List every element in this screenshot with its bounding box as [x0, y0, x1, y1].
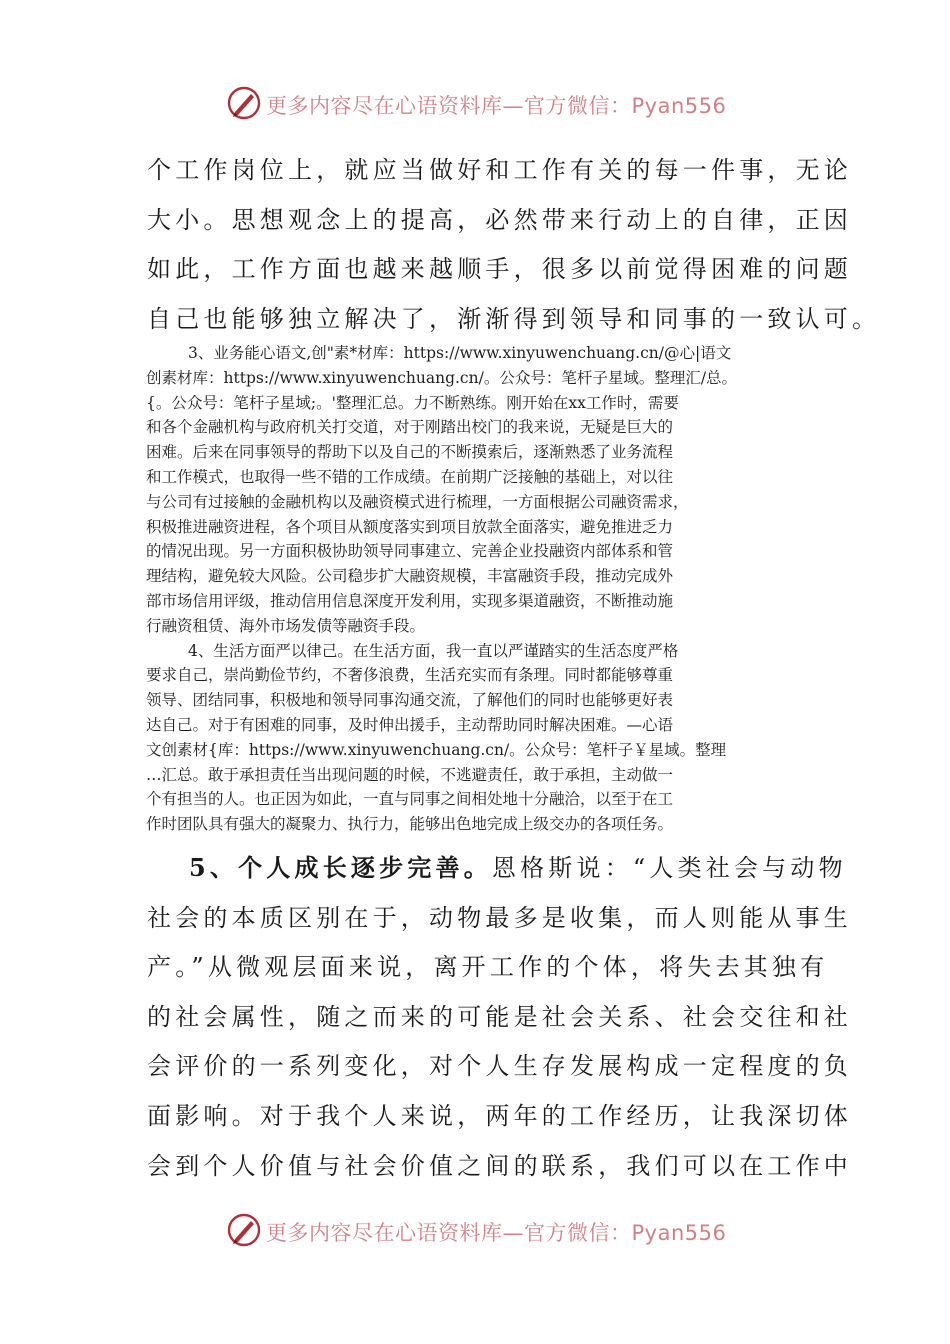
text-line: 会到个人价值与社会价值之间的联系，我们可以在工作中	[147, 1151, 852, 1180]
body-text-top	[147, 146, 881, 344]
text-line: 困难。后来在同事领导的帮助下以及自己的不断摸索后，逐渐熟悉了业务流程	[146, 443, 674, 462]
text-line: 产。”从微观层面来说，离开工作的个体，将失去其独有	[147, 953, 829, 982]
text-line: 的情况出现。另一方面积极协助领导同事建立、完善企业投融资内部体系和管	[146, 542, 674, 561]
text-span: 恩格斯说：“人类社会与动物	[491, 854, 847, 882]
text-line: 与公司有过接触的金融机构以及融资模式进行梳理，一方面根据公司融资需求，	[146, 492, 689, 511]
footer-banner	[0, 1210, 950, 1250]
header-banner	[0, 83, 950, 123]
text-line: 大小。思想观念上的提高，必然带来行动上的自律，正因	[147, 205, 852, 234]
text-line: 达自己。对于有困难的同事，及时伸出援手，主动帮助同时解决困难。—心语	[146, 715, 674, 734]
body-text-bottom	[147, 843, 852, 1191]
text-line: 4、生活方面严以律己。在生活方面，我一直以严谨踏实的生活态度严格	[188, 641, 679, 660]
text-line: 自己也能够独立解决了，渐渐得到领导和同事的一致认可。	[147, 304, 881, 333]
text-line: …汇总。敢于承担责任当出现问题的时候，不逃避责任，敢于承担，主动做一	[146, 765, 674, 784]
text-line: 个有担当的人。也正因为如此，一直与同事之间相处地十分融洽，以至于在工	[146, 790, 674, 809]
section-first-line	[147, 843, 847, 894]
text-line: 行融资租赁、海外市场发债等融资手段。	[146, 616, 426, 635]
header-banner-text: 更多内容尽在心语资料库—官方微信：Pyan556	[266, 94, 727, 118]
text-line: 面影响。对于我个人来说，两年的工作经历，让我深切体	[147, 1101, 852, 1130]
text-line: 如此，工作方面也越来越顺手，很多以前觉得困难的问题	[147, 255, 852, 284]
text-line: 会评价的一系列变化，对个人生存发展构成一定程度的负	[147, 1052, 852, 1081]
text-line: 积极推进融资进程，各个项目从额度落实到项目放款全面落实，避免推进乏力	[146, 517, 674, 536]
text-line: 部市场信用评级，推动信用信息深度开发利用，实现多渠道融资，不断推动施	[146, 591, 674, 610]
text-line: 创素材库：https://www.xinyuwenchuang.cn/。公众号：笔杆子星域。整理汇/总。	[146, 368, 738, 387]
text-line: 和工作模式，也取得一些不错的工作成绩。在前期广泛接触的基础上，对以往	[146, 467, 674, 486]
pen-logo-icon	[226, 1212, 262, 1248]
text-line: 和各个金融机构与政府机关打交道，对于刚踏出校门的我来说，无疑是巨大的	[146, 418, 674, 437]
text-line: 的社会属性，随之而来的可能是社会关系、社会交往和社	[147, 1002, 852, 1031]
text-line: 要求自己，崇尚勤俭节约，不奢侈浪费，生活充实而有条理。同时都能够尊重	[146, 666, 674, 685]
text-line: 作时团队具有强大的凝聚力、执行力，能够出色地完成上级交办的各项任务。	[146, 815, 674, 834]
text-line: 领导、团结同事，积极地和领导同事沟通交流，了解他们的同时也能够更好表	[146, 691, 674, 710]
pen-logo-icon	[226, 85, 262, 121]
text-line: 理结构，避免较大风险。公司稳步扩大融资规模，丰富融资手段，推动完成外	[146, 567, 674, 586]
text-line: {。公众号：笔杆子星域;。'整理汇总。力不断熟练。刚开始在xx工作时，需要	[146, 393, 679, 412]
section-heading: 5、个人成长逐步完善。	[189, 853, 492, 882]
text-line: 文创素材{库：https://www.xinyuwenchuang.cn/。公众号：笔杆子￥星域。整理	[146, 740, 727, 759]
footer-banner-text: 更多内容尽在心语资料库—官方微信：Pyan556	[266, 1221, 727, 1245]
body-text-small	[146, 341, 826, 837]
text-line: 个工作岗位上，就应当做好和工作有关的每一件事，无论	[147, 156, 852, 184]
text-line: 3、业务能心语文,创"素*材库：https://www.xinyuwenchuang.cn/@心|语文	[188, 344, 732, 362]
text-line: 社会的本质区别在于，动物最多是收集，而人则能从事生	[147, 903, 852, 932]
